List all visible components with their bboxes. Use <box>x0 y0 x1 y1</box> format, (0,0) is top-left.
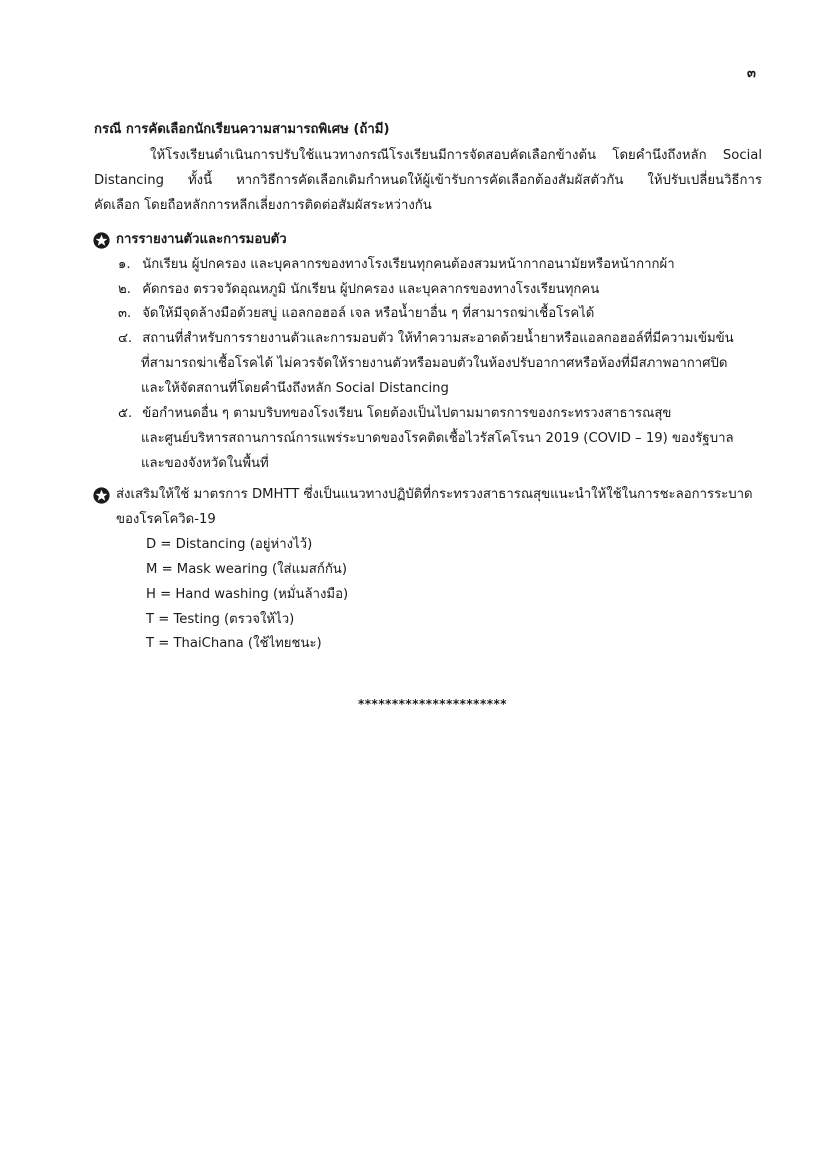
special-selection-para-line-2: Distancing ทั้งนี้ หากวิธีการคัดเลือกเดิมกำหนดให้ผู้เข้ารับการคัดเลือกต้องสัมผัสตัวกัน ให้ปรับเปลี่ยนวิธีการ <box>94 173 762 188</box>
dmhtt-intro-line-2: ของโรคโควิด-19 <box>116 512 216 527</box>
report-section-heading: การรายงานตัวและการมอบตัว <box>116 232 287 247</box>
report-item-2 <box>118 278 599 302</box>
report-item-3-text: จัดให้มีจุดล้างมือด้วยสบู่ แอลกอฮอล์ เจล หรือน้ำยาอื่น ๆ ที่สามารถฆ่าเชื้อโรคได้ <box>142 306 595 321</box>
dmhtt-measure-t-thaichana: T = ThaiChana (ใช้ไทยชนะ) <box>146 636 322 651</box>
report-item-3-number: ๓. <box>118 306 132 321</box>
report-item-4-text-line-3: และให้จัดสถานที่โดยคำนึงถึงหลัก Social Distancing <box>141 381 449 396</box>
report-item-4-text-line-2: ที่สามารถฆ่าเชื้อโรคได้ ไม่ควรจัดให้รายงานตัวหรือมอบตัวในห้องปรับอากาศหรือห้องที่มีสภาพอากาศปิด <box>141 356 728 371</box>
report-item-1 <box>118 253 675 277</box>
report-item-5-number: ๕. <box>118 406 133 421</box>
dmhtt-intro-line-1: ส่งเสริมให้ใช้ มาตรการ DMHTT ซึ่งเป็นแนวทางปฏิบัติที่กระทรวงสาธารณสุขแนะนำให้ใช้ในการชะลอการระบาด <box>116 487 753 502</box>
special-selection-para-line-3: คัดเลือก โดยถือหลักการหลีกเลี่ยงการติดต่อสัมผัสระหว่างกัน <box>94 198 432 213</box>
report-item-5-text-line-2: และศูนย์บริหารสถานการณ์การแพร่ระบาดของโรคติดเชื้อไวรัสโคโรนา 2019 (COVID – 19) ของรัฐบาล <box>141 431 734 446</box>
dmhtt-measure-m: M = Mask wearing (ใส่แมสก์กัน) <box>146 562 347 577</box>
report-item-4-number: ๔. <box>118 331 133 346</box>
report-item-4 <box>118 327 734 351</box>
report-item-1-number: ๑. <box>118 257 131 272</box>
report-item-2-number: ๒. <box>118 282 131 297</box>
report-item-1-text: นักเรียน ผู้ปกครอง และบุคลากรของทางโรงเรียนทุกคนต้องสวมหน้ากากอนามัยหรือหน้ากากผ้า <box>142 257 675 272</box>
end-separator: ********************** <box>358 697 508 711</box>
report-item-5-text-line-3: และของจังหวัดในพื้นที่ <box>141 456 269 471</box>
report-item-2-text: คัดกรอง ตรวจวัดอุณหภูมิ นักเรียน ผู้ปกครอง และบุคลากรของทางโรงเรียนทุกคน <box>142 282 600 297</box>
report-item-5-text-line-1: ข้อกำหนดอื่น ๆ ตามบริบทของโรงเรียน โดยต้องเป็นไปตามมาตรการของกระทรวงสาธารณสุข <box>142 406 672 421</box>
star-circle-icon <box>93 232 110 249</box>
star-circle-icon <box>93 487 110 504</box>
dmhtt-measure-h: H = Hand washing (หมั่นล้างมือ) <box>146 587 349 602</box>
special-selection-para-line-1: ให้โรงเรียนดำเนินการปรับใช้แนวทางกรณีโรงเรียนมีการจัดสอบคัดเลือกข้างต้น โดยคำนึงถึงหลัก Social <box>150 148 762 163</box>
dmhtt-measure-d: D = Distancing (อยู่ห่างไว้) <box>146 537 313 552</box>
dmhtt-measure-t-testing: T = Testing (ตรวจให้ไว) <box>146 612 295 627</box>
report-item-3 <box>118 302 594 326</box>
report-item-5 <box>118 402 671 426</box>
special-selection-heading: กรณี การคัดเลือกนักเรียนความสามารถพิเศษ (ถ้ามี) <box>94 122 390 137</box>
page-number: ๓ <box>747 66 756 81</box>
report-item-4-text-line-1: สถานที่สำหรับการรายงานตัวและการมอบตัว ให้ทำความสะอาดด้วยน้ำยาหรือแอลกอฮอล์ที่มีความเข้มข้น <box>142 331 734 346</box>
